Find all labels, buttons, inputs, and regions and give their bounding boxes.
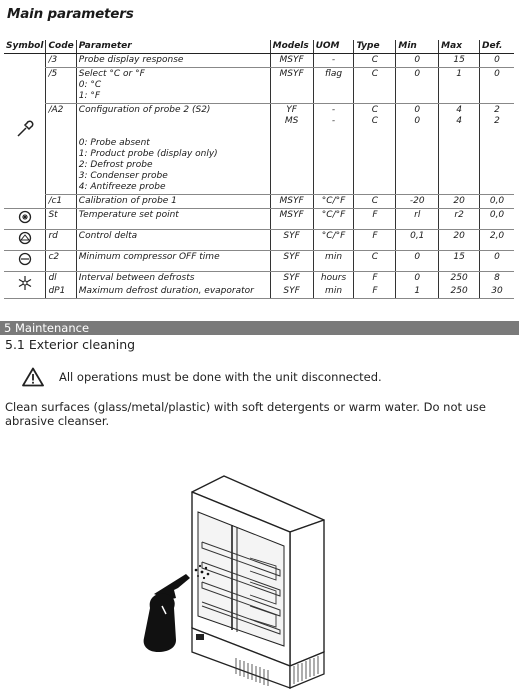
cell-code [46, 209, 76, 230]
cell-code [46, 104, 76, 195]
cell-type [354, 104, 396, 195]
type-value: F [372, 231, 378, 241]
header-uom: UOM [313, 40, 354, 54]
symbol-cell [4, 54, 46, 209]
min-value: 0 [414, 273, 421, 283]
cell-max [439, 230, 480, 251]
parameter-value: 1: °F [78, 91, 101, 101]
cell-min [396, 251, 439, 272]
section-heading: 5 Maintenance [4, 321, 90, 335]
cell-def [480, 68, 514, 104]
cell-parameter [76, 195, 270, 209]
type-value: C [371, 69, 379, 79]
cell-min [396, 272, 439, 286]
warning-text: All operations must be done with the unit disconnected. [59, 370, 382, 384]
max-value: 250 [450, 286, 468, 296]
cell-uom [313, 230, 354, 251]
symbol-cell [4, 251, 46, 272]
uom-value: °C/°F [321, 196, 346, 206]
uom-value: hours [320, 273, 347, 283]
cell-type [354, 285, 396, 299]
models-value: SYF [283, 273, 300, 283]
models-value: YF [286, 105, 297, 115]
control-delta-icon [18, 238, 32, 248]
cell-min [396, 68, 439, 104]
cell-code [46, 272, 76, 286]
models-value: MSYF [279, 196, 304, 206]
cell-min [396, 230, 439, 251]
cell-type [354, 195, 396, 209]
type-value: C [371, 252, 379, 262]
cell-max [439, 272, 480, 286]
min-value: 0 [414, 69, 421, 79]
defrost-icon [17, 284, 33, 294]
code-value: dP1 [48, 286, 66, 296]
max-value: 1 [456, 69, 462, 79]
table-row [4, 272, 514, 286]
type-value: F [372, 286, 378, 296]
display-cabinet-cleaning-illustration [140, 470, 340, 695]
cell-models [270, 230, 313, 251]
cell-min [396, 209, 439, 230]
cell-uom [313, 68, 354, 104]
uom-value: min [325, 252, 343, 262]
cell-models [270, 272, 313, 286]
type-value: C [371, 105, 379, 115]
def-value: 2 [494, 105, 500, 115]
type-value: C [371, 55, 379, 65]
table-row [4, 104, 514, 195]
cell-uom [313, 251, 354, 272]
cell-code [46, 251, 76, 272]
cell-parameter [76, 251, 270, 272]
symbol-cell [4, 272, 46, 299]
cell-parameter [76, 230, 270, 251]
cell-def [480, 195, 514, 209]
min-value: 1 [414, 286, 421, 296]
parameter-value: 2: Defrost probe [78, 160, 153, 170]
cell-max [439, 285, 480, 299]
def-value: 2,0 [489, 231, 505, 241]
models-value: SYF [283, 252, 300, 262]
table-row [4, 230, 514, 251]
models-value: MSYF [279, 210, 304, 220]
cell-def [480, 209, 514, 230]
code-value: dl [48, 273, 57, 283]
min-value: 0,1 [410, 231, 425, 241]
cell-type [354, 230, 396, 251]
cell-max [439, 195, 480, 209]
cell-models [270, 195, 313, 209]
def-value: 30 [491, 286, 503, 296]
cell-models [270, 209, 313, 230]
cell-parameter [76, 285, 270, 299]
cell-parameter [76, 68, 270, 104]
parameter-value: Minimum compressor OFF time [78, 252, 220, 262]
def-value: 8 [494, 273, 500, 283]
symbol-cell [4, 230, 46, 251]
cell-code [46, 68, 76, 104]
parameter-value [79, 116, 268, 127]
parameter-value: Control delta [78, 231, 138, 241]
type-value: C [371, 196, 379, 206]
max-value: 4 [456, 116, 462, 126]
table-header-row [4, 40, 514, 54]
type-value: F [372, 210, 378, 220]
cell-code [46, 230, 76, 251]
cell-max [439, 104, 480, 195]
max-value: 20 [453, 231, 465, 241]
header-type: Type [354, 40, 396, 54]
def-value: 0,0 [489, 196, 505, 206]
header-parameter: Parameter [76, 40, 270, 54]
parameters-table-body [4, 54, 514, 299]
spray-bottle-icon [144, 574, 190, 652]
cell-type [354, 209, 396, 230]
uom-value: flag [325, 69, 343, 79]
table-row [4, 195, 514, 209]
parameter-value [79, 127, 268, 138]
parameter-value: 0: °C [78, 80, 102, 90]
cell-def [480, 104, 514, 195]
cell-code [46, 195, 76, 209]
cell-uom [313, 285, 354, 299]
parameter-value: 4: Antifreeze probe [78, 182, 166, 192]
uom-value: - [331, 116, 336, 126]
max-value: 20 [453, 196, 465, 206]
parameter-value: Interval between defrosts [78, 273, 195, 283]
parameter-value: Probe display response [78, 55, 184, 65]
def-value: 0 [494, 252, 500, 262]
cell-min [396, 104, 439, 195]
def-value: 0 [494, 69, 500, 79]
cell-models [270, 54, 313, 68]
models-value: MS [284, 116, 299, 126]
uom-value: min [325, 286, 343, 296]
cell-max [439, 209, 480, 230]
cell-def [480, 272, 514, 286]
section-subheading: 5.1 Exterior cleaning [5, 337, 136, 352]
parameter-value: 1: Product probe (display only) [78, 149, 218, 159]
uom-value: - [331, 105, 336, 115]
models-value: SYF [283, 286, 300, 296]
cell-uom [313, 195, 354, 209]
parameter-value: Maximum defrost duration, evaporator [78, 286, 254, 296]
header-max: Max [439, 40, 480, 54]
cell-parameter [76, 104, 270, 195]
uom-value: °C/°F [321, 231, 346, 241]
code-value: St [48, 210, 58, 220]
max-value: 250 [450, 273, 468, 283]
max-value: 15 [453, 252, 465, 262]
cell-uom [313, 209, 354, 230]
cell-min [396, 54, 439, 68]
type-value: C [371, 116, 379, 126]
min-value: 0 [414, 252, 421, 262]
table-row [4, 285, 514, 299]
cell-type [354, 54, 396, 68]
cell-def [480, 54, 514, 68]
parameter-value: Configuration of probe 2 (S2) [78, 105, 211, 115]
max-value: 15 [453, 55, 465, 65]
compressor-icon [18, 259, 32, 269]
parameter-value: Select °C or °F [78, 69, 145, 79]
cell-max [439, 251, 480, 272]
parameters-table [4, 40, 514, 299]
cell-parameter [76, 54, 270, 68]
table-row [4, 54, 514, 68]
cell-parameter [76, 209, 270, 230]
cell-max [439, 54, 480, 68]
parameter-value: Calibration of probe 1 [78, 196, 177, 206]
cell-models [270, 251, 313, 272]
set-point-icon [18, 217, 32, 227]
min-value: 0 [414, 105, 421, 115]
symbol-cell [4, 209, 46, 230]
header-def: Def. [480, 40, 514, 54]
cell-parameter [76, 272, 270, 286]
warning-note [22, 367, 482, 389]
models-value: SYF [283, 231, 300, 241]
cell-code [46, 54, 76, 68]
warning-triangle-icon [22, 367, 44, 387]
table-row [4, 251, 514, 272]
parameter-value: 3: Condenser probe [78, 171, 168, 181]
type-value: F [372, 273, 378, 283]
models-value: MSYF [279, 55, 304, 65]
header-models: Models [270, 40, 313, 54]
min-value: 0 [414, 116, 421, 126]
cell-uom [313, 54, 354, 68]
min-value: 0 [414, 55, 421, 65]
max-value: r2 [454, 210, 464, 220]
header-code: Code [46, 40, 76, 54]
cell-models [270, 68, 313, 104]
code-value: rd [48, 231, 58, 241]
cell-models [270, 285, 313, 299]
code-value: c2 [48, 252, 60, 262]
parameter-value: 0: Probe absent [78, 138, 150, 148]
cell-def [480, 285, 514, 299]
min-value: rl [414, 210, 421, 220]
cleaning-instructions: Clean surfaces (glass/metal/plastic) with soft detergents or warm water. Do not use abrasive cleanser. [5, 400, 486, 428]
code-value: /5 [48, 69, 58, 79]
header-min: Min [396, 40, 439, 54]
header-symbol: Symbol [4, 40, 46, 54]
cell-min [396, 285, 439, 299]
page-title: Main parameters [7, 6, 134, 22]
def-value: 2 [494, 116, 500, 126]
cell-uom [313, 104, 354, 195]
uom-value: °C/°F [321, 210, 346, 220]
cell-type [354, 251, 396, 272]
cell-code [46, 285, 76, 299]
cell-models [270, 104, 313, 195]
code-value: /c1 [48, 196, 63, 206]
code-value: /3 [48, 55, 58, 65]
wrench-icon [16, 131, 34, 141]
code-value: /A2 [48, 105, 64, 115]
cell-max [439, 68, 480, 104]
uom-value: - [331, 55, 336, 65]
def-value: 0 [494, 55, 500, 65]
cell-def [480, 251, 514, 272]
def-value: 0,0 [489, 210, 505, 220]
parameter-value: Temperature set point [78, 210, 179, 220]
cell-def [480, 230, 514, 251]
cell-uom [313, 272, 354, 286]
table-row [4, 209, 514, 230]
cell-type [354, 68, 396, 104]
max-value: 4 [456, 105, 462, 115]
cell-min [396, 195, 439, 209]
cell-type [354, 272, 396, 286]
min-value: -20 [409, 196, 425, 206]
models-value: MSYF [279, 69, 304, 79]
table-row [4, 68, 514, 104]
section-heading-bar [0, 321, 519, 335]
